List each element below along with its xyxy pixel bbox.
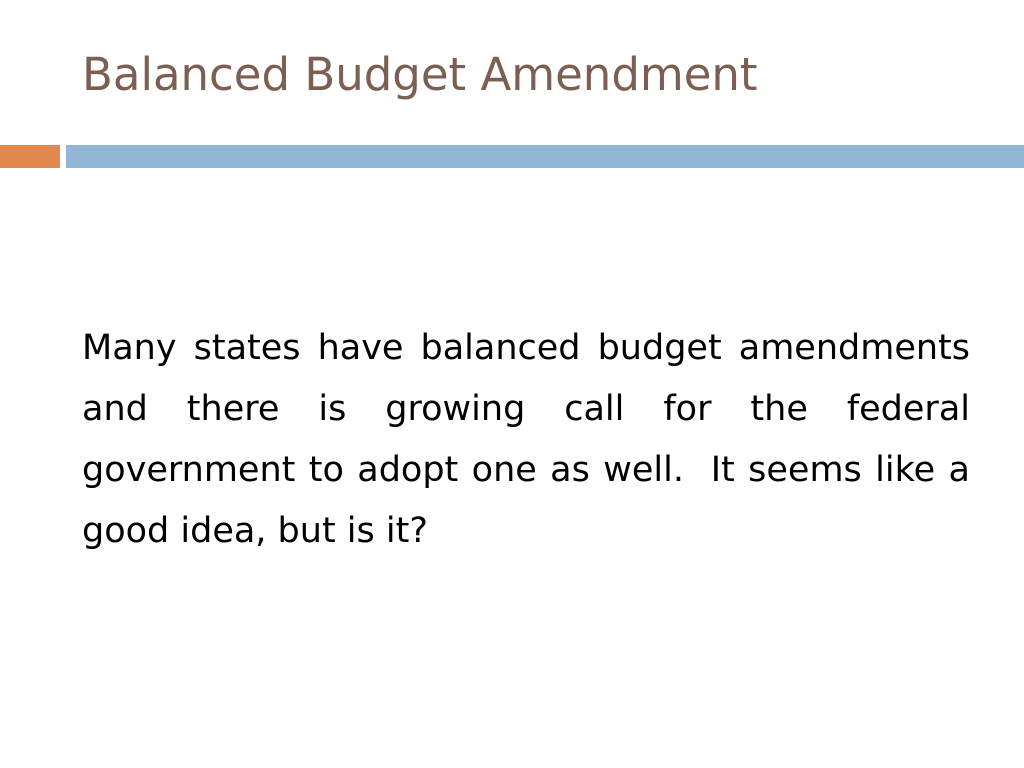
slide-title: Balanced Budget Amendment (82, 48, 758, 101)
accent-bar-blue (66, 145, 1024, 168)
slide-body-text: Many states have balanced budget amendments and there is growing call for the federal government to adopt one as well. It seems like a good idea, but is it? (82, 328, 982, 551)
accent-bar-orange (0, 145, 60, 168)
